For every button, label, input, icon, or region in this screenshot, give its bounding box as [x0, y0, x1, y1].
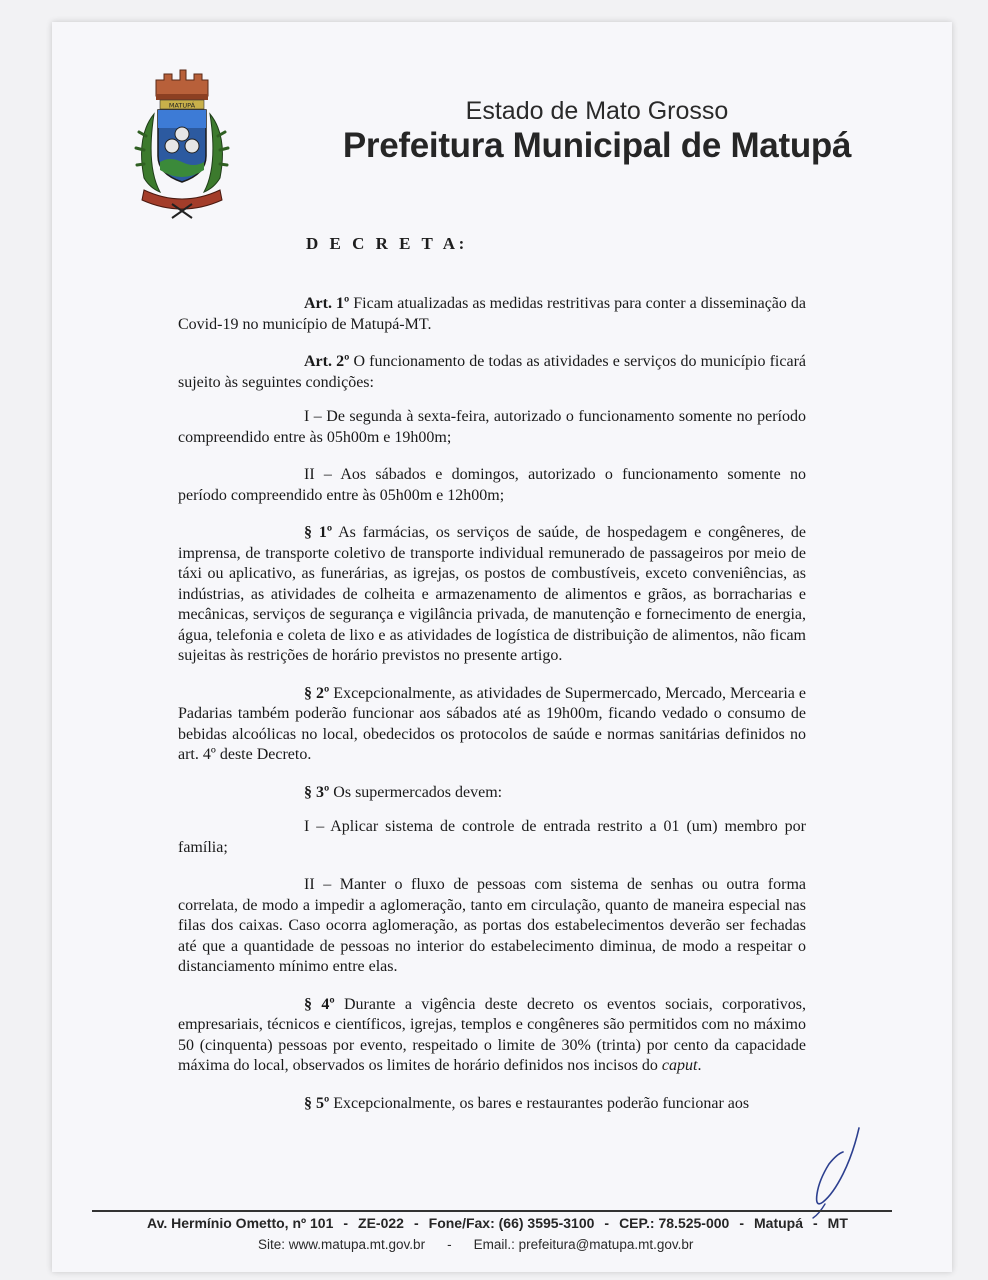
footer-email: Email.: prefeitura@matupa.mt.gov.br: [473, 1237, 694, 1252]
paragraph-3-inciso-1: I – Aplicar sistema de controle de entrada restrito a 01 (um) membro por família;: [178, 818, 806, 856]
footer-address: Av. Hermínio Ometto, nº 101: [147, 1215, 334, 1231]
paragraph-3-text: Os supermercados devem:: [329, 783, 503, 801]
paragraph-1-label: § 1º: [304, 524, 333, 541]
footer-contact-line: Site: www.matupa.mt.gov.br - Email.: prefeitura@matupa.mt.gov.br: [258, 1237, 694, 1252]
article-2-text: O funcionamento de todas as atividades e serviços do município ficará sujeito às seguintes condições:: [178, 353, 806, 391]
paragraph-4-label: § 4º: [304, 995, 335, 1013]
document-page: [52, 22, 952, 1272]
article-2-inciso-1: I – De segunda à sexta-feira, autorizado o funcionamento somente no período compreendido entre às 05h00m e 19h00m;: [178, 408, 806, 446]
svg-text:MATUPÁ: MATUPÁ: [168, 101, 196, 110]
article-1-text: Ficam atualizadas as medidas restritivas para conter a disseminação da Covid-19 no município de Matupá-MT.: [178, 295, 807, 333]
paragraph-4-caput: caput: [661, 1057, 698, 1074]
paragraph-5: [178, 1094, 806, 1115]
paragraph-3: [178, 783, 806, 804]
article-2: [178, 352, 806, 393]
signature-mark-icon: [807, 1124, 867, 1220]
paragraph-2-label: § 2º: [304, 684, 330, 702]
paragraph-2: [178, 684, 806, 766]
article-1-label: Art. 1º: [304, 295, 350, 312]
footer-phone: Fone/Fax: (66) 3595-3100: [428, 1215, 595, 1231]
article-2-label: Art. 2º: [304, 353, 350, 370]
decree-body: [178, 294, 806, 1131]
paragraph-2-text: Excepcionalmente, as atividades de Supermercado, Mercado, Mercearia e Padarias também poderão funcionar aos sábados até as 19h00m, ficando vedado o consumo de bebidas alcoólicas no local, obedecidos os protocolos de saúde e normas sanitárias definidos no art. 4º deste Decreto.: [178, 684, 807, 763]
paragraph-4-end: .: [697, 1057, 702, 1074]
article-1: [178, 294, 806, 335]
footer-address-line: Av. Hermínio Ometto, nº 101 - ZE-022 - Fone/Fax: (66) 3595-3100 - CEP.: 78.525-000 - Matupá - MT: [147, 1215, 848, 1231]
state-title: Estado de Mato Grosso: [465, 97, 729, 125]
paragraph-5-label: § 5º: [304, 1094, 330, 1112]
article-2-inciso-2: II – Aos sábados e domingos, autorizado o funcionamento somente no período compreendido entre às 05h00m e 12h00m;: [178, 466, 806, 504]
paragraph-5-text: Excepcionalmente, os bares e restaurantes poderão funcionar aos: [329, 1094, 750, 1112]
decreta-heading: D E C R E T A:: [306, 234, 468, 253]
footer-uf: MT: [827, 1215, 848, 1231]
paragraph-3-inciso-2: II – Manter o fluxo de pessoas com sistema de senhas ou outra forma correlata, de modo a impedir a aglomeração, tanto em circulação, quanto de maneira especial nas filas dos caixas. Caso ocorra aglomeração, as portas dos estabelecimentos deverão ser fechadas até que a quantidade de pessoas no interior do estabelecimento diminua, de modo a respeitar o distanciamento mínimo entre elas.: [178, 876, 806, 975]
footer-cep: CEP.: 78.525-000: [619, 1215, 730, 1231]
paragraph-4: [178, 995, 806, 1077]
paragraph-1-text: As farmácias, os serviços de saúde, de hospedagem e congêneres, de imprensa, de transporte coletivo de transporte individual remunerado de passageiros por meio de táxi ou aplicativo, as funerárias, as igrejas, os postos de combustíveis, exceto conveniências, as indústrias, as atividades de colheita e armazenamento de alimentos e grãos, as borracharias e mecânicas, serviços de segurança e vigilância privada, de manutenção e fornecimento de energia, água, telefonia e coleta de lixo e as atividades de logística de distribuição de alimentos, não ficam sujeitas às restrições de horário previstos no presente artigo.: [178, 524, 807, 664]
paragraph-1: [178, 523, 806, 667]
prefeitura-title: Prefeitura Municipal de Matupá: [342, 126, 852, 165]
paragraph-4-text: Durante a vigência deste decreto os eventos sociais, corporativos, empresariais, técnicos e científicos, igrejas, templos e congêneres são permitidos com no máximo 50 (cinquenta) pessoas por evento, respeitado o limite de 30% (trinta) por cento da capacidade máxima do local, observados os limites de horário definidos nos incisos do: [178, 995, 807, 1074]
footer-city: Matupá: [754, 1215, 803, 1231]
footer-site: Site: www.matupa.mt.gov.br: [258, 1237, 426, 1252]
municipal-crest-icon: [130, 66, 234, 220]
paragraph-3-label: § 3º: [304, 783, 330, 801]
footer-divider: [92, 1210, 892, 1212]
footer-ze: ZE-022: [358, 1215, 404, 1231]
